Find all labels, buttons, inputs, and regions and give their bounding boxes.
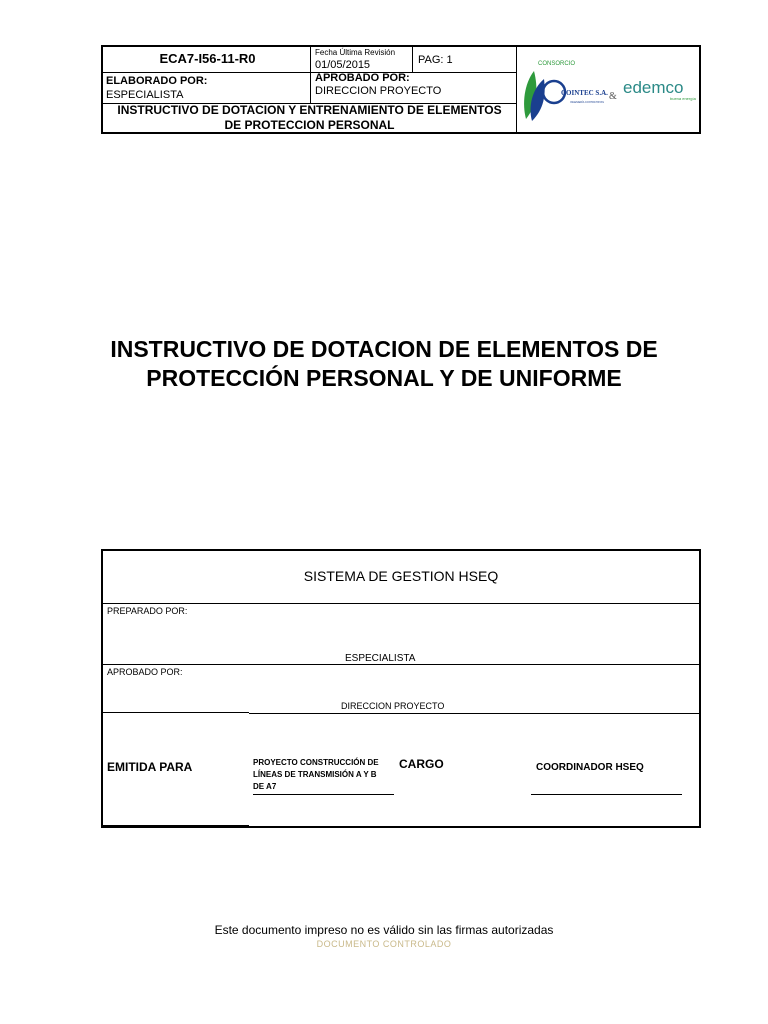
project-underline bbox=[253, 794, 394, 795]
box-row-divider bbox=[103, 603, 699, 604]
footer-notice: Este documento impreso no es válido sin las firmas autorizadas bbox=[214, 923, 554, 937]
elaborado-label: ELABORADO POR: bbox=[106, 75, 208, 87]
cargo-label: CARGO bbox=[399, 757, 444, 771]
logo-ampersand: & bbox=[609, 91, 617, 102]
logo-edemco-sub: buena energía bbox=[670, 96, 696, 101]
emitida-label: EMITIDA PARA bbox=[107, 760, 193, 774]
logo-cointec: COINTEC S.A. bbox=[561, 89, 608, 97]
box-row-divider bbox=[103, 712, 249, 713]
revision-date: 01/05/2015 bbox=[315, 59, 371, 71]
logo-edemco: edemco bbox=[623, 78, 684, 97]
company-logo bbox=[518, 49, 701, 133]
aprobado-value: DIRECCION PROYECTO bbox=[315, 85, 442, 97]
project-name-line1: PROYECTO CONSTRUCCIÓN DE bbox=[253, 758, 379, 767]
box-row-divider bbox=[103, 825, 249, 826]
instructivo-title bbox=[103, 103, 516, 133]
document-code: ECA7-I56-11-R0 bbox=[159, 51, 256, 66]
revision-label: Fecha Última Revisión bbox=[315, 48, 396, 57]
logo-consorcio: CONSORCIO bbox=[538, 61, 576, 67]
cargo-underline bbox=[531, 794, 682, 795]
main-title-line1: INSTRUCTIVO DE DOTACION DE ELEMENTOS DE bbox=[110, 336, 658, 362]
controlled-document-label: DOCUMENTO CONTROLADO bbox=[316, 939, 452, 949]
header-table bbox=[101, 45, 701, 134]
aprobado-label: APROBADO POR: bbox=[315, 72, 410, 84]
aprobado-label: APROBADO POR: bbox=[107, 667, 183, 677]
project-name-line2: LÍNEAS DE TRANSMISIÓN A Y B bbox=[253, 770, 377, 779]
aprobado-value: DIRECCION PROYECTO bbox=[341, 701, 445, 711]
logo-cointec-sub: INGENIERÍA CONTRATISTAS bbox=[570, 101, 604, 104]
box-row-divider bbox=[249, 713, 699, 714]
box-row-divider bbox=[103, 664, 699, 665]
system-title: SISTEMA DE GESTION HSEQ bbox=[303, 568, 499, 584]
preparado-label: PREPARADO POR: bbox=[107, 606, 188, 616]
instructivo-title-line1: INSTRUCTIVO DE DOTACION Y ENTRENAMIENTO DE ELEMENTOS bbox=[117, 103, 502, 117]
elaborado-value: ESPECIALISTA bbox=[106, 89, 184, 101]
main-title bbox=[60, 335, 708, 393]
header-col-divider bbox=[412, 47, 413, 72]
page-number: PAG: 1 bbox=[418, 54, 453, 66]
project-name bbox=[253, 757, 388, 793]
cargo-value: COORDINADOR HSEQ bbox=[536, 762, 644, 773]
preparado-value: ESPECIALISTA bbox=[345, 653, 416, 664]
hseq-approval-box bbox=[101, 549, 701, 828]
instructivo-title-line2: DE PROTECCION PERSONAL bbox=[224, 118, 395, 132]
header-col-divider bbox=[516, 47, 517, 132]
project-name-line3: DE A7 bbox=[253, 782, 277, 791]
header-col-divider bbox=[310, 47, 311, 103]
main-title-line2: PROTECCIÓN PERSONAL Y DE UNIFORME bbox=[146, 365, 622, 391]
